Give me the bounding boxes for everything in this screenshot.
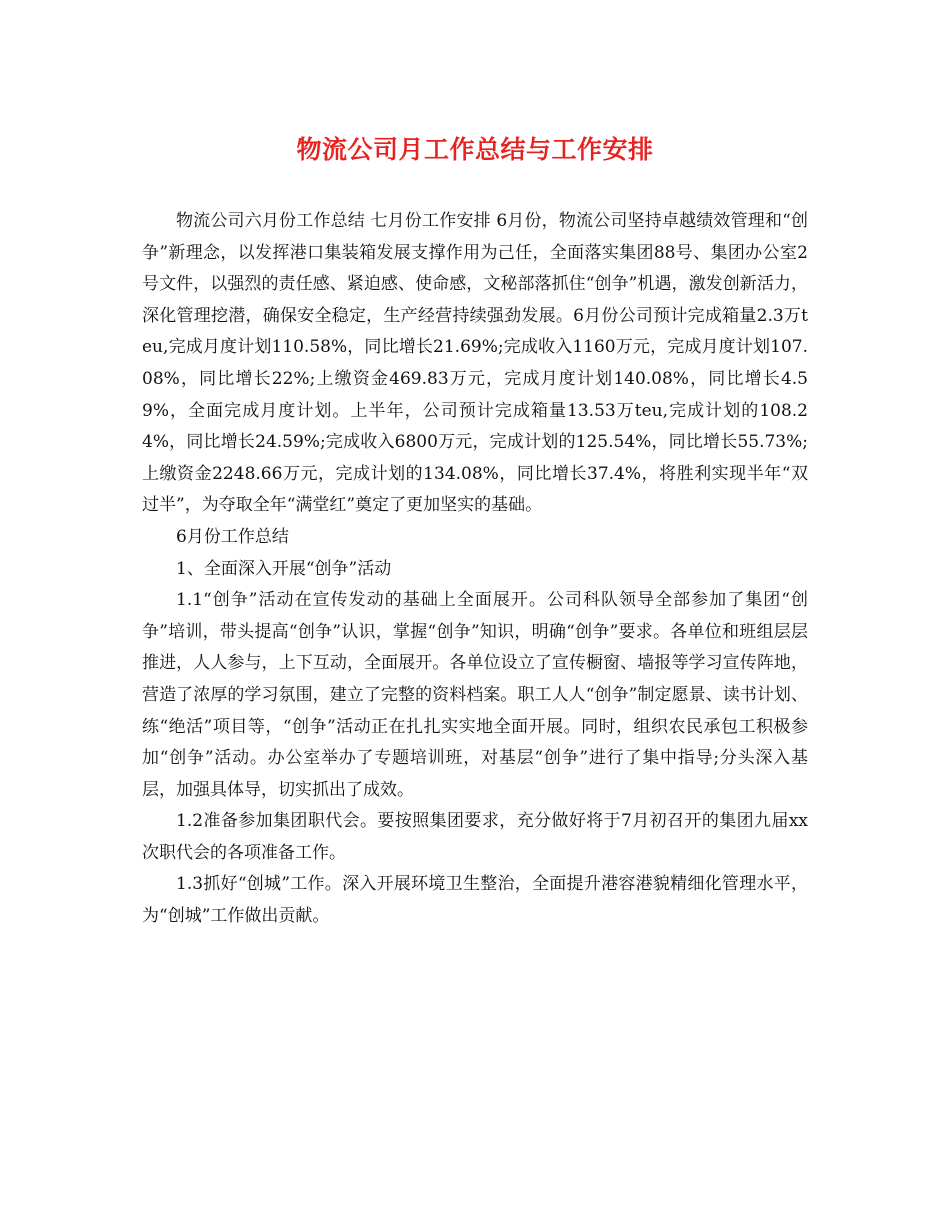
paragraph-section-1-1: 1.1“创争”活动在宣传发动的基础上全面展开。公司科队领导全部参加了集团“创争”培训，带头提高“创争”认识，掌握“创争”知识，明确“创争”要求。各单位和班组层层推进，人人参与，上下互动，全面展开。各单位设立了宣传橱窗、墙报等学习宣传阵地，营造了浓厚的学习氛围，建立了完整的资料档案。职工人人“创争”制定愿景、读书计划、练“绝活”项目等，“创争”活动正在扎扎实实地全面开展。同时，组织农民承包工积极参加“创争”活动。办公室举办了专题培训班，对基层“创争”进行了集中指导;分头深入基层，加强具体导，切实抓出了成效。 bbox=[142, 590, 808, 800]
document-title: 物流公司月工作总结与工作安排 bbox=[296, 135, 654, 164]
paragraph-section-1-3: 1.3抓好“创城”工作。深入开展环境卫生整治，全面提升港容港貌精细化管理水平，为“创城”工作做出贡献。 bbox=[142, 874, 808, 927]
document-body bbox=[142, 206, 808, 933]
paragraph-section-1-2: 1.2准备参加集团职代会。要按照集团要求，充分做好将于7月初召开的集团九届xx次职代会的各项准备工作。 bbox=[142, 811, 808, 863]
paragraph-section-1-heading: 1、全面深入开展“创争”活动 bbox=[176, 558, 392, 579]
paragraph-june-summary-heading: 6月份工作总结 bbox=[176, 526, 289, 547]
paragraph-intro-summary: 物流公司六月份工作总结 七月份工作安排 6月份，物流公司坚持卓越绩效管理和“创争”新理念，以发挥港口集装箱发展支撑作用为己任，全面落实集团88号、集团办公室2号文件，以强烈的责任感、紧迫感、使命感，文秘部落抓住“创争”机遇，激发创新活力，深化管理挖潜，确保安全稳定，生产经营持续强劲发展。6月份公司预计完成箱量2.3万teu,完成月度计划110.58%，同比增长21.69%;完成收入1160万元，完成月度计划107.08%，同比增长22%;上缴资金469.83万元，完成月度计划140.08%，同比增长4.59%，全面完成月度计划。上半年，公司预计完成箱量13.53万teu,完成计划的108.24%，同比增长24.59%;完成收入6800万元，完成计划的125.54%，同比增长55.73%;上缴资金2248.66万元，完成计划的134.08%，同比增长37.4%，将胜利实现半年“双过半”，为夺取全年“满堂红”奠定了更加坚实的基础。 bbox=[142, 211, 808, 516]
